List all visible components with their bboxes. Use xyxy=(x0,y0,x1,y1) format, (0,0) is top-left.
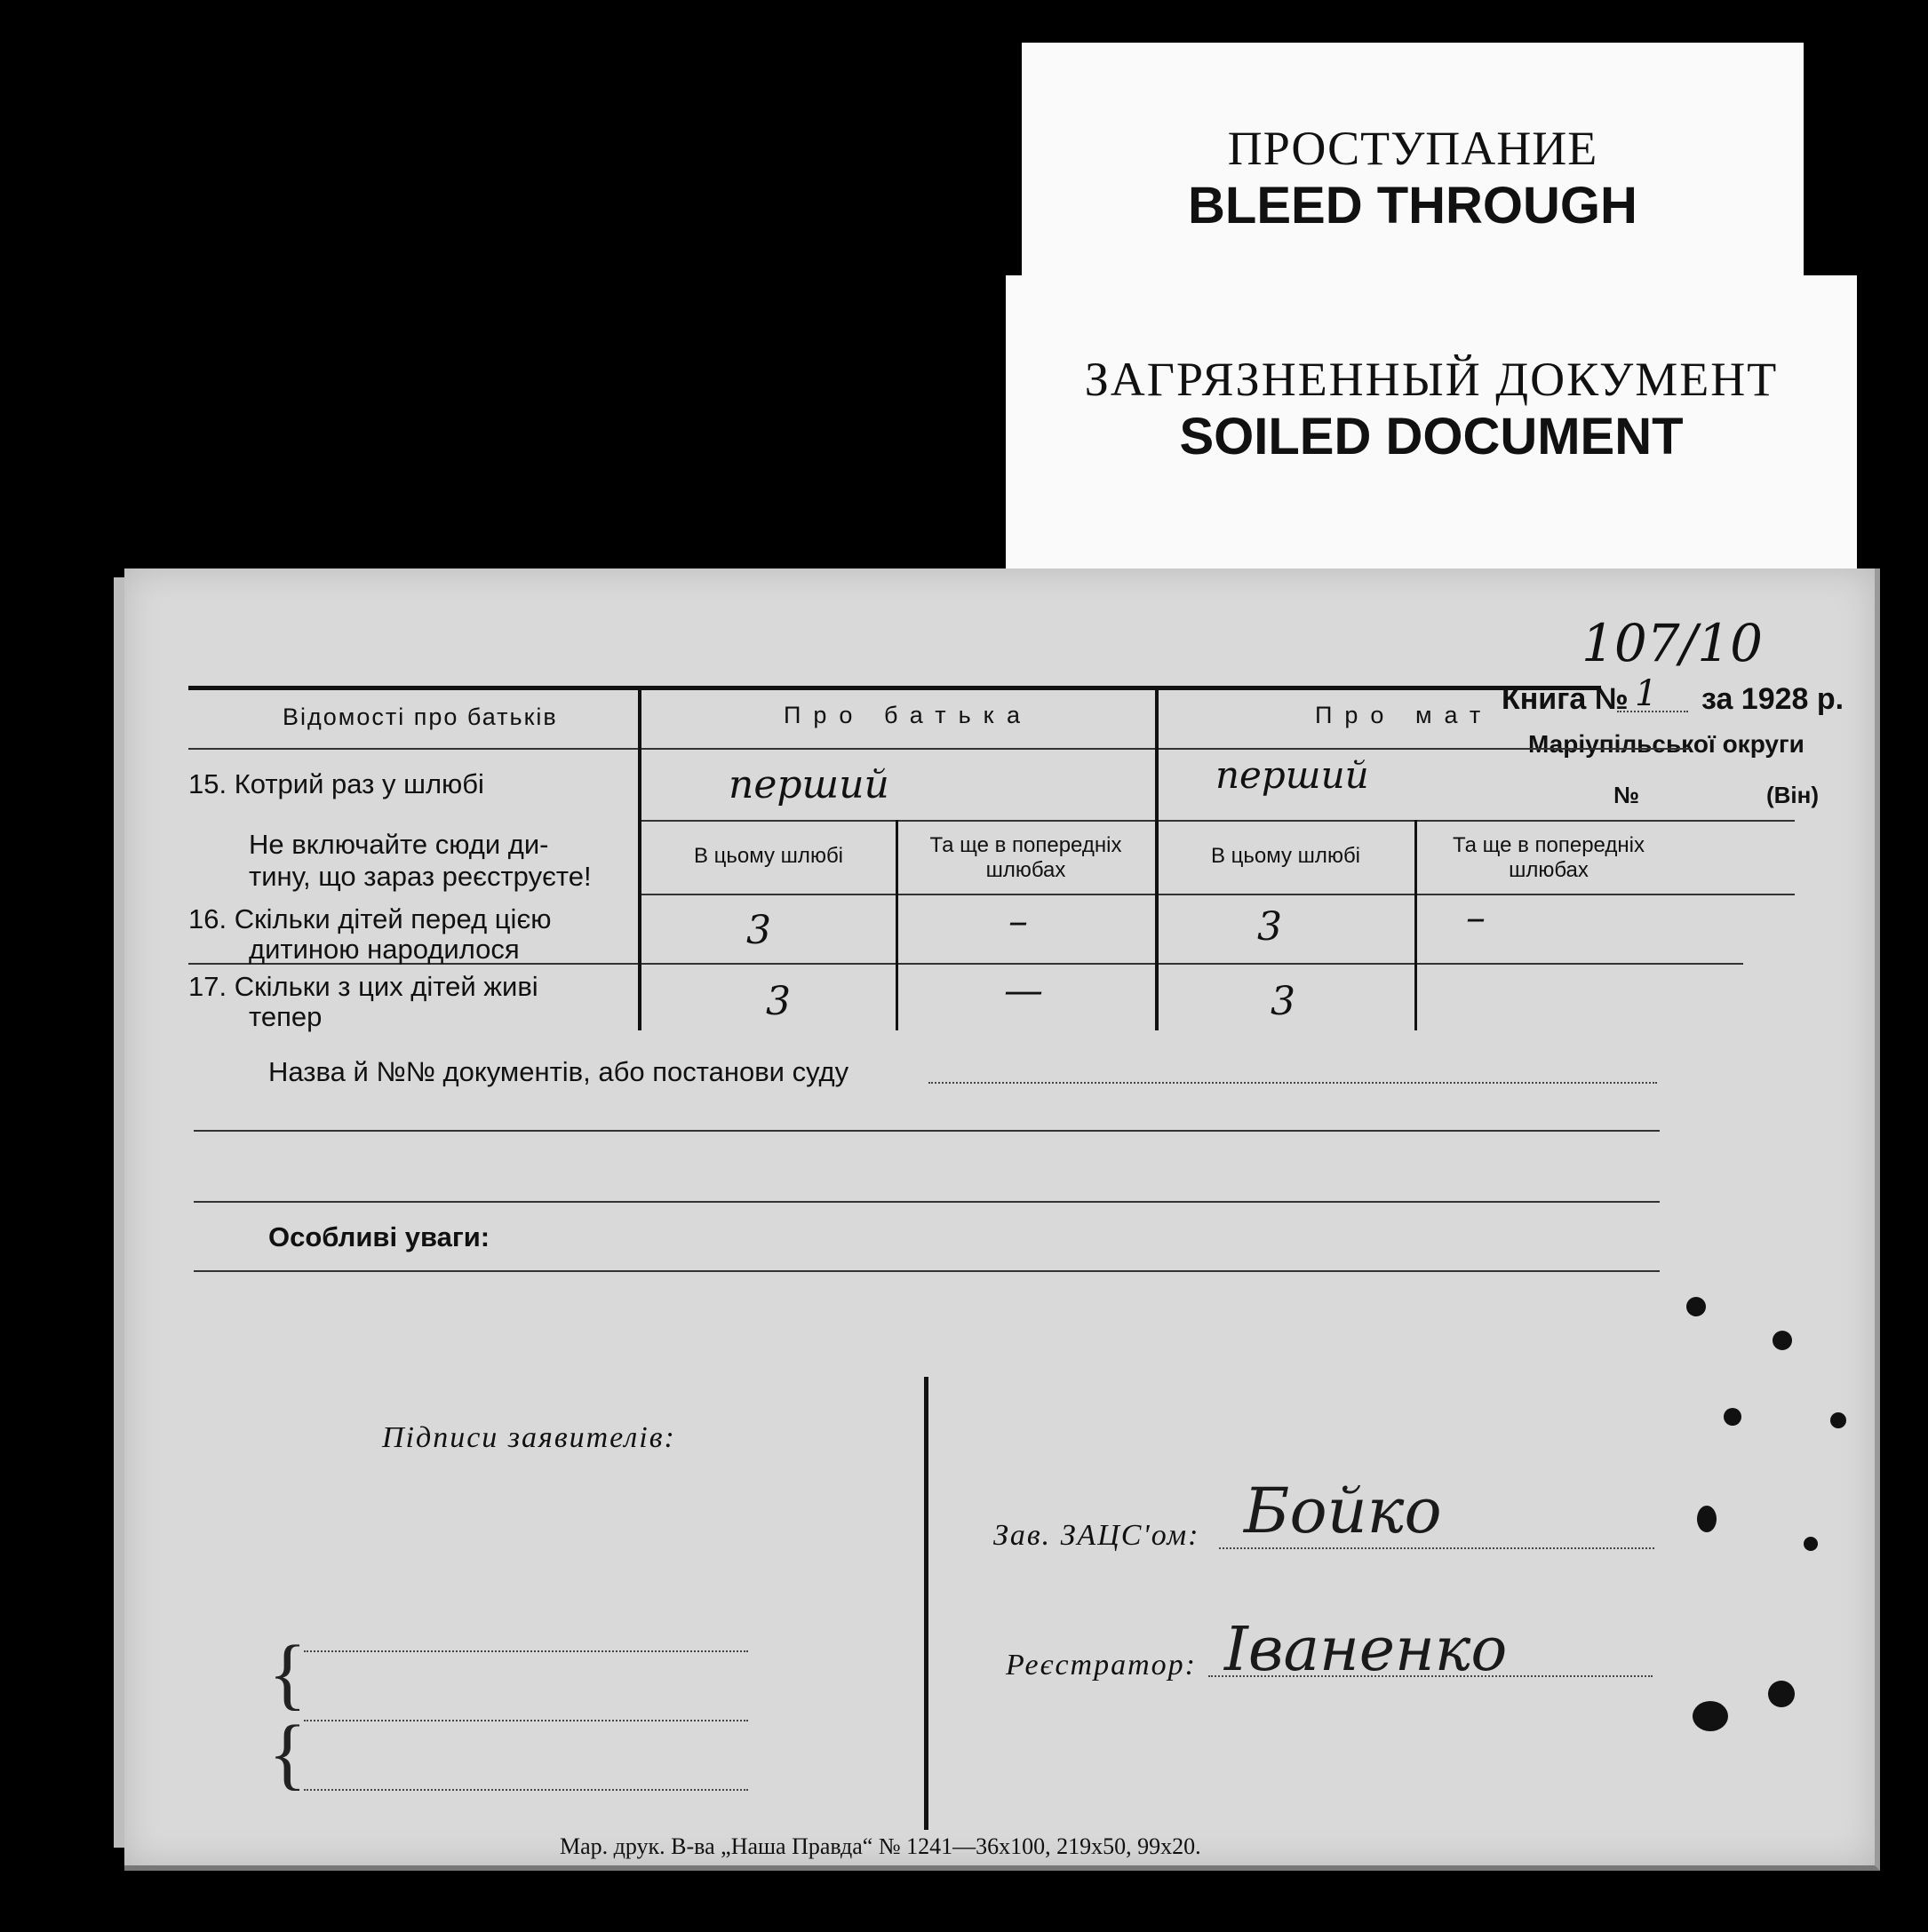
mother-prev-line1: Та ще в попередніх xyxy=(1453,833,1645,857)
brace-lower: { xyxy=(268,1710,307,1798)
signature-dots-2 xyxy=(304,1720,748,1721)
mother-previous-marriages-header xyxy=(1420,833,1677,883)
book-year: за 1928 р. xyxy=(1701,682,1844,716)
col-divider-1 xyxy=(638,688,641,1030)
subheader-bottom-rule xyxy=(640,894,1795,895)
soiled-document-en: SOILED DOCUMENT xyxy=(1179,408,1684,465)
documents-line-3 xyxy=(194,1201,1660,1203)
soiled-document-ru: ЗАГРЯЗНЕННЫЙ ДОКУМЕНТ xyxy=(1084,353,1779,406)
col-divider-mother-sub xyxy=(1414,820,1417,1030)
row17-father-prev: — xyxy=(1004,968,1043,1014)
bleed-through-en: BLEED THROUGH xyxy=(1188,177,1637,235)
head-signature-dots xyxy=(1219,1547,1654,1549)
punch-hole xyxy=(1830,1412,1846,1428)
header-parents-info: Відомості про батьків xyxy=(283,704,558,730)
book-label: Книга № xyxy=(1502,682,1629,716)
book-number-dots xyxy=(1617,711,1688,712)
record-number-label: № xyxy=(1613,782,1639,808)
row17-label-line1: 17. Скільки з цих дітей живі xyxy=(188,971,538,1002)
documents-line-2 xyxy=(194,1130,1660,1132)
soiled-document-label xyxy=(1006,275,1857,582)
punch-hole xyxy=(1768,1681,1795,1707)
col-divider-2 xyxy=(1155,688,1159,1030)
signature-dots-1 xyxy=(304,1650,748,1652)
punch-hole xyxy=(1773,1331,1792,1350)
head-registry-label: Зав. ЗАЦС'ом: xyxy=(993,1519,1200,1552)
signature-dots-3 xyxy=(304,1789,748,1791)
brace: { xyxy=(268,1630,307,1718)
mother-prev-line2: шлюбах xyxy=(1509,858,1589,882)
special-notes-label: Особливі уваги: xyxy=(268,1221,490,1252)
subheader-top-rule xyxy=(640,820,1795,822)
table-top-rule xyxy=(188,686,1601,690)
header-father: Про батька xyxy=(784,702,1033,728)
punch-hole xyxy=(1693,1701,1728,1731)
father-this-marriage-header: В цьому шлюбі xyxy=(693,844,844,868)
header-mother: Про мат xyxy=(1315,702,1494,728)
registration-form-card xyxy=(124,568,1880,1871)
note-line-2: тину, що зараз реєструєте! xyxy=(249,861,592,892)
row16-father-this: 3 xyxy=(746,908,771,953)
punch-hole xyxy=(1804,1537,1818,1551)
father-prev-line2: шлюбах xyxy=(985,858,1066,882)
row15-label: 15. Котрий раз у шлюбі xyxy=(188,768,484,799)
row17-father-this: 3 xyxy=(766,979,791,1024)
registrar-label: Реєстратор: xyxy=(1006,1649,1197,1682)
row17-label-line2: тепер xyxy=(249,1001,323,1032)
row16-label-line2: дитиною народилося xyxy=(249,934,520,965)
punch-hole xyxy=(1697,1506,1717,1532)
row17-mother-this: 3 xyxy=(1271,979,1295,1024)
bleed-through-ru: ПРОСТУПАНИЕ xyxy=(1227,122,1598,175)
applicants-signatures-label: Підписи заявителів: xyxy=(382,1421,676,1454)
note-line-1: Не включайте сюди ди- xyxy=(249,829,549,860)
row16-mother-prev: – xyxy=(1466,895,1486,941)
bleed-through-label xyxy=(1022,43,1804,284)
registrar-signature: Іваненко xyxy=(1224,1615,1508,1685)
handwritten-file-number: 107/10 xyxy=(1581,613,1764,673)
documents-dots xyxy=(928,1082,1657,1084)
documents-label: Назва й №№ документів, або постанови суду xyxy=(268,1056,849,1087)
father-prev-line1: Та ще в попередніх xyxy=(929,833,1122,857)
record-status: (Він) xyxy=(1766,782,1820,808)
row15-father-value: перший xyxy=(729,762,889,807)
printer-line: Мар. друк. В-ва „Наша Правда“ № 1241—36х100, 219х50, 99х20. xyxy=(560,1833,1201,1859)
punch-hole xyxy=(1724,1408,1741,1426)
row16-father-prev: – xyxy=(1008,899,1028,944)
col-divider-father-sub xyxy=(896,820,898,1030)
table-header-rule xyxy=(188,748,1690,750)
father-previous-marriages-header xyxy=(899,833,1152,883)
special-notes-line xyxy=(194,1270,1660,1272)
signature-divider xyxy=(924,1377,928,1830)
head-signature: Бойко xyxy=(1244,1475,1442,1547)
row16-mother-this: 3 xyxy=(1257,904,1282,950)
book-number: 1 xyxy=(1635,673,1658,714)
row16-label-line1: 16. Скільки дітей перед цією xyxy=(188,903,552,934)
row15-mother-value: перший xyxy=(1215,753,1369,797)
district-label: Маріупільської округи xyxy=(1528,730,1805,758)
mother-this-marriage-header: В цьому шлюбі xyxy=(1210,844,1361,868)
punch-hole xyxy=(1686,1297,1706,1316)
